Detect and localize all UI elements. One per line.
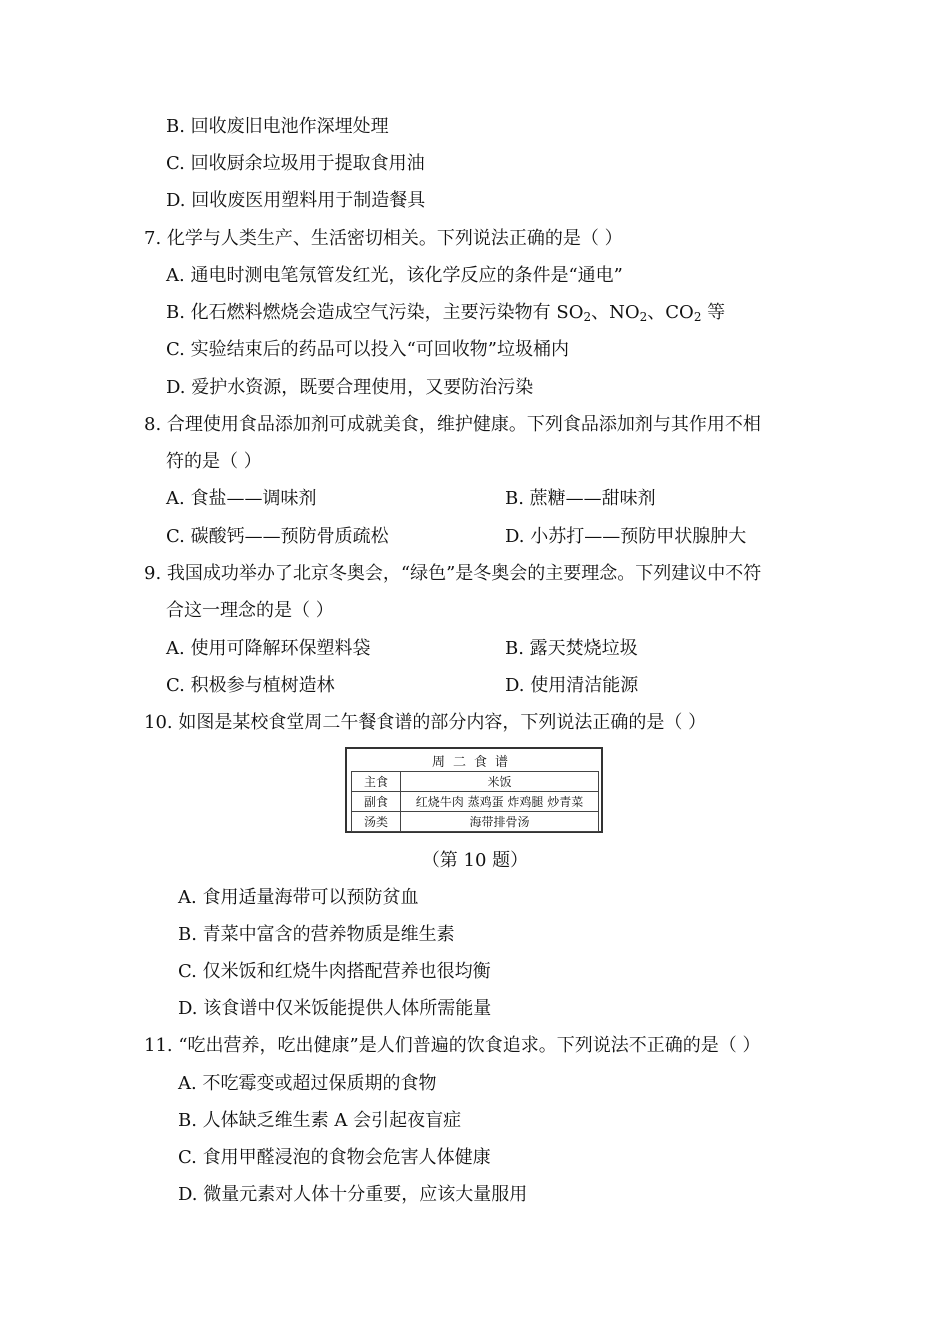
- q6-option-b: B. 回收废旧电池作深埋处理: [166, 116, 389, 137]
- q7-option-d: D. 爱护水资源，既要合理使用，又要防治污染: [166, 377, 534, 398]
- menu-table: [351, 771, 599, 832]
- q9-option-c: C. 积极参与植树造林: [166, 675, 335, 696]
- q11-stem: 11. “吃出营养，吃出健康”是人们普遍的饮食追求。下列说法不正确的是（ ）: [144, 1035, 761, 1056]
- menu-row-value: 红烧牛肉 蒸鸡蛋 炸鸡腿 炒青菜: [401, 792, 599, 812]
- menu-table-figure: [345, 747, 603, 833]
- q8-option-c: C. 碳酸钙——预防骨质疏松: [166, 526, 389, 547]
- q8-option-a: A. 食盐——调味剂: [166, 488, 317, 509]
- q9-option-a: A. 使用可降解环保塑料袋: [166, 638, 371, 659]
- menu-title: 周二食谱: [431, 755, 516, 770]
- q9-option-b: B. 露天焚烧垃圾: [505, 638, 638, 659]
- menu-row-key: 主食: [352, 772, 401, 792]
- q8-stem-line1: 8. 合理使用食品添加剂可成就美食，维护健康。下列食品添加剂与其作用不相: [144, 414, 761, 435]
- menu-row-value: 海带排骨汤: [401, 812, 599, 832]
- q6-option-c: C. 回收厨余垃圾用于提取食用油: [166, 153, 425, 174]
- menu-row: [352, 792, 599, 812]
- menu-row-key: 副食: [352, 792, 401, 812]
- q10-option-a: A. 食用适量海带可以预防贫血: [178, 887, 419, 908]
- q7-option-b: B. 化石燃料燃烧会造成空气污染，主要污染物有 $SO_2$、$NO_2$、$CO_2$ 等: [166, 302, 726, 324]
- q9-stem-line1: 9. 我国成功举办了北京冬奥会，“绿色”是冬奥会的主要理念。下列建议中不符: [144, 563, 762, 584]
- q8-option-b: B. 蔗糖——甜味剂: [505, 488, 656, 509]
- q11-option-b: B. 人体缺乏维生素 A 会引起夜盲症: [178, 1110, 462, 1131]
- q9-stem-line2: 合这一理念的是（ ）: [166, 600, 334, 621]
- q8-stem-line2: 符的是（ ）: [166, 451, 262, 472]
- q10-option-c: C. 仅米饭和红烧牛肉搭配营养也很均衡: [178, 961, 491, 982]
- q11-option-c: C. 食用甲醛浸泡的食物会危害人体健康: [178, 1147, 491, 1168]
- q8-option-d: D. 小苏打——预防甲状腺肿大: [505, 526, 747, 547]
- menu-row: [352, 812, 599, 832]
- menu-row-key: 汤类: [352, 812, 401, 832]
- q7-stem: 7. 化学与人类生产、生活密切相关。下列说法正确的是（ ）: [144, 228, 623, 249]
- menu-row-value: 米饭: [401, 772, 599, 792]
- q11-option-d: D. 微量元素对人体十分重要，应该大量服用: [178, 1184, 528, 1205]
- q11-option-a: A. 不吃霉变或超过保质期的食物: [178, 1073, 437, 1094]
- q10-option-d: D. 该食谱中仅米饭能提供人体所需能量: [178, 998, 492, 1019]
- figure-caption: （第 10 题）: [421, 850, 529, 871]
- q7-option-a: A. 通电时测电笔氖管发红光，该化学反应的条件是“通电”: [166, 265, 623, 286]
- q6-option-d: D. 回收废医用塑料用于制造餐具: [166, 190, 426, 211]
- q7-option-c: C. 实验结束后的药品可以投入“可回收物”垃圾桶内: [166, 339, 569, 360]
- q10-option-b: B. 青菜中富含的营养物质是维生素: [178, 924, 455, 945]
- menu-row: [352, 772, 599, 792]
- q9-option-d: D. 使用清洁能源: [505, 675, 639, 696]
- q10-stem: 10. 如图是某校食堂周二午餐食谱的部分内容，下列说法正确的是（ ）: [144, 712, 707, 733]
